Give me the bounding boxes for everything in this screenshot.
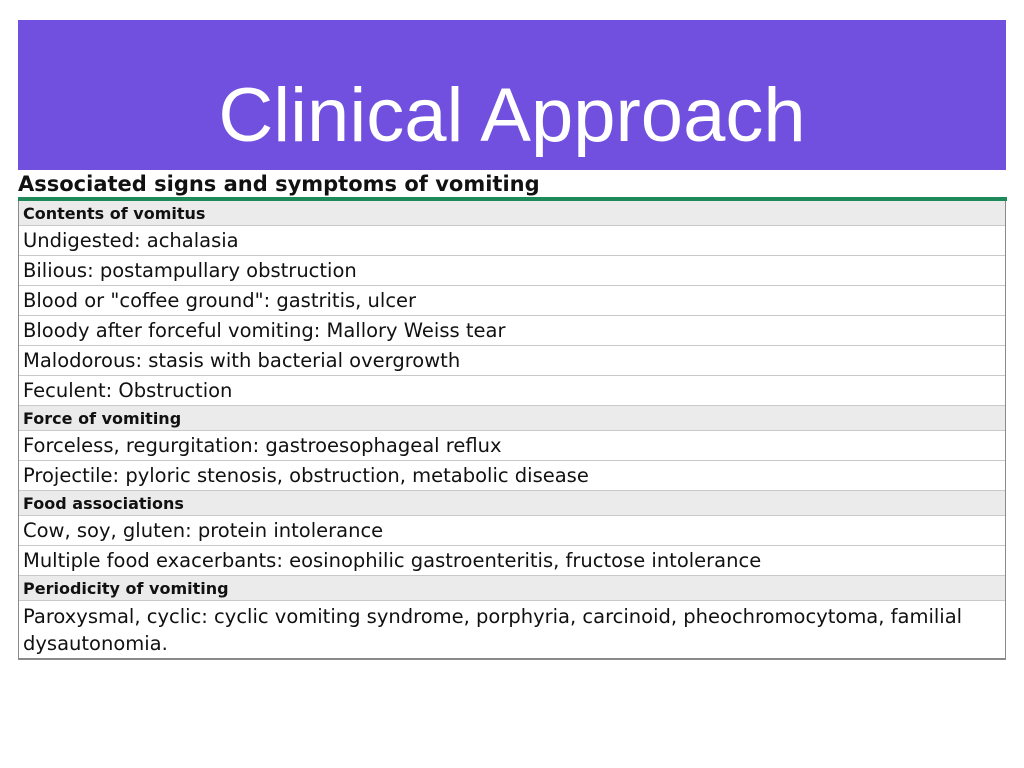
table-row: Malodorous: stasis with bacterial overgrowth [19, 346, 1005, 376]
slide-title: Clinical Approach [218, 73, 806, 158]
table-row: Forceless, regurgitation: gastroesophageal reflux [19, 431, 1005, 461]
table-row: Undigested: achalasia [19, 226, 1005, 256]
table-row: Cow, soy, gluten: protein intolerance [19, 516, 1005, 546]
table-row: Paroxysmal, cyclic: cyclic vomiting syndrome, porphyria, carcinoid, pheochromocytoma, familial dysautonomia. [23, 605, 963, 655]
section-header-periodicity: Periodicity of vomiting [19, 576, 1005, 601]
table-row: Multiple food exacerbants: eosinophilic gastroenteritis, fructose intolerance [19, 546, 1005, 576]
table-row: Bilious: postampullary obstruction [19, 256, 1005, 286]
table-row: Bloody after forceful vomiting: Mallory Weiss tear [19, 316, 1005, 346]
table-row: Blood or "coffee ground": gastritis, ulcer [19, 286, 1005, 316]
table-row: Projectile: pyloric stenosis, obstruction, metabolic disease [19, 461, 1005, 491]
section-header-food: Food associations [19, 491, 1005, 516]
section-header-force: Force of vomiting [19, 406, 1005, 431]
section-header-contents: Contents of vomitus [19, 201, 1005, 226]
table-heading: Associated signs and symptoms of vomiting [18, 172, 540, 196]
table-row: Feculent: Obstruction [19, 376, 1005, 406]
title-bar [18, 20, 1006, 170]
symptoms-table [18, 201, 1006, 660]
